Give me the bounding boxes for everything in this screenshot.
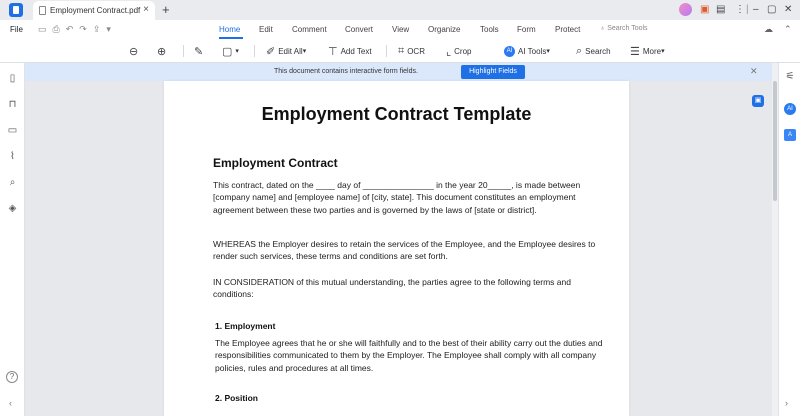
chevron-down-icon: ▾: [661, 48, 665, 55]
redo-icon[interactable]: ↷: [79, 24, 93, 34]
paragraph-intro: This contract, dated on the ____ day of _______________ in the year 20_____, is made between [company name] and [employee name] of [city, state]. This document constitutes an employment agreement between these two parties and is governed by the laws of [state or district].: [213, 180, 581, 215]
maximize-icon[interactable]: ▢: [767, 4, 777, 15]
add-text-button[interactable]: [328, 44, 372, 58]
translate-icon[interactable]: A: [784, 129, 796, 141]
toolbar-divider: [254, 45, 255, 57]
add-text-label: Add Text: [340, 46, 372, 56]
edit-all-button[interactable]: [266, 44, 306, 58]
menu-tools[interactable]: Tools: [480, 25, 499, 34]
section-position-title: 2. Position: [215, 393, 258, 403]
crop-button[interactable]: [446, 44, 472, 58]
document-page: [164, 81, 629, 416]
menu-form[interactable]: Form: [517, 25, 536, 34]
undo-icon[interactable]: ↶: [65, 24, 80, 34]
crop-icon: ⌞: [446, 45, 452, 58]
paragraph-whereas: WHEREAS the Employer desires to retain the services of the Employee, and the Employee desires to render such services, these terms and conditions are set forth.: [213, 239, 596, 262]
app-logo-icon: [9, 3, 23, 17]
chevron-down-icon: ▾: [546, 48, 550, 55]
lightbulb-icon: ♁: [600, 25, 608, 32]
menu-protect[interactable]: Protect: [555, 25, 581, 34]
search-tools-input[interactable]: [600, 25, 648, 32]
title-bar: [0, 0, 800, 20]
left-sidebar: [0, 63, 25, 416]
zoom-in-icon: ⊕: [157, 45, 167, 58]
menu-home[interactable]: Home: [219, 25, 241, 34]
crop-label: Crop: [454, 46, 472, 56]
pen-icon: ✐: [266, 45, 276, 58]
vertical-scrollbar[interactable]: [772, 63, 778, 416]
menu-convert[interactable]: Convert: [345, 25, 374, 34]
tab-title: Employment Contract.pdf: [50, 6, 141, 15]
more-label: More: [642, 46, 662, 56]
new-tab-button[interactable]: +: [162, 2, 170, 17]
rectangle-icon: ▢: [222, 45, 233, 58]
section-employment-title: 1. Employment: [215, 321, 276, 331]
form-fields-notice: [25, 63, 772, 81]
menu-comment[interactable]: Comment: [292, 25, 327, 34]
zoom-out-icon: ⊖: [129, 45, 139, 58]
ai-tools-button[interactable]: [504, 44, 550, 58]
menu-edit[interactable]: Edit: [259, 25, 273, 34]
cloud-icon[interactable]: ☁: [764, 24, 773, 34]
more-menu-icon[interactable]: ⋮: [735, 4, 745, 15]
save-icon[interactable]: ▭: [38, 24, 53, 34]
collapse-left-icon[interactable]: ‹: [9, 398, 12, 408]
more-button[interactable]: [630, 44, 665, 58]
thumbnail-icon[interactable]: ▯: [9, 73, 16, 84]
menu-view[interactable]: View: [392, 25, 410, 34]
edit-all-label: Edit All: [278, 46, 303, 56]
scroll-thumb[interactable]: [773, 81, 777, 201]
menu-organize[interactable]: Organize: [428, 25, 461, 34]
search-button[interactable]: [576, 44, 611, 58]
chevron-down-icon: ▾: [235, 48, 239, 55]
comment-icon[interactable]: ▭: [7, 125, 18, 136]
right-sidebar: [778, 63, 800, 416]
ai-tools-label: AI Tools: [518, 46, 547, 56]
chevron-down-icon: ▾: [302, 48, 307, 55]
pdf-file-icon: [39, 6, 46, 15]
gift-icon[interactable]: ▣: [700, 4, 710, 15]
print-icon[interactable]: ⎙: [52, 24, 66, 34]
search-label: Search: [585, 46, 611, 56]
divider-icon: |: [746, 4, 749, 15]
section-employment-text: The Employee agrees that he or she will faithfully and to the best of their ability carry out the duties and responsibilities communicated to them by the Employer. The Employee shall comply with all company policies, rules and procedures at all times.: [215, 338, 603, 373]
tab-close-icon[interactable]: ×: [143, 4, 149, 15]
ai-assistant-icon[interactable]: AI: [784, 103, 796, 115]
close-icon[interactable]: ✕: [750, 66, 758, 76]
menu-bar: [0, 20, 800, 39]
highlight-button[interactable]: [194, 44, 206, 58]
more-lines-icon: ☰: [630, 45, 640, 58]
quick-access-icons: [38, 24, 117, 35]
document-tab[interactable]: [33, 1, 155, 20]
document-title: Employment Contract Template: [261, 104, 532, 124]
zoom-in-button[interactable]: [157, 44, 169, 58]
user-avatar[interactable]: [679, 3, 692, 16]
toolbar-divider: [183, 45, 184, 57]
highlighter-icon: ✎: [194, 45, 204, 58]
ribbon-toolbar: [0, 39, 800, 63]
file-menu[interactable]: File: [10, 25, 23, 34]
paragraph-consideration: IN CONSIDERATION of this mutual understanding, the parties agree to the following terms and conditions:: [213, 277, 571, 300]
help-icon[interactable]: ?: [6, 371, 18, 383]
notice-text: This document contains interactive form fields.: [274, 68, 418, 75]
ocr-icon: ⌗: [398, 44, 405, 57]
highlight-fields-button[interactable]: Highlight Fields: [461, 65, 525, 79]
zoom-out-button[interactable]: [129, 44, 141, 58]
shape-button[interactable]: [222, 44, 239, 58]
notification-icon[interactable]: ▤: [716, 4, 726, 15]
properties-icon[interactable]: ⚟: [785, 71, 795, 82]
ocr-button[interactable]: [398, 44, 425, 58]
collapse-ribbon-icon[interactable]: ⌃: [784, 24, 792, 34]
ocr-label: OCR: [407, 46, 425, 56]
search-tools-placeholder: Search Tools: [607, 25, 648, 32]
collapse-right-icon[interactable]: ›: [785, 398, 788, 408]
text-box-icon: ⊤: [328, 45, 338, 58]
ai-icon: AI: [504, 46, 515, 57]
share-icon[interactable]: ⇪: [92, 24, 107, 34]
toolbar-divider: [386, 45, 387, 57]
search-icon[interactable]: ⌕: [9, 177, 16, 188]
minimize-icon[interactable]: –: [753, 4, 759, 15]
close-window-icon[interactable]: ✕: [784, 4, 793, 15]
document-heading: Employment Contract: [213, 156, 338, 170]
form-tool-icon[interactable]: ▣: [752, 95, 764, 107]
dropdown-icon[interactable]: ▾: [106, 24, 117, 34]
layers-icon[interactable]: ◈: [8, 203, 17, 214]
search-icon: ⌕: [576, 44, 583, 57]
attachment-icon[interactable]: ⌇: [10, 151, 15, 162]
bookmark-icon[interactable]: ⊓: [8, 99, 17, 110]
